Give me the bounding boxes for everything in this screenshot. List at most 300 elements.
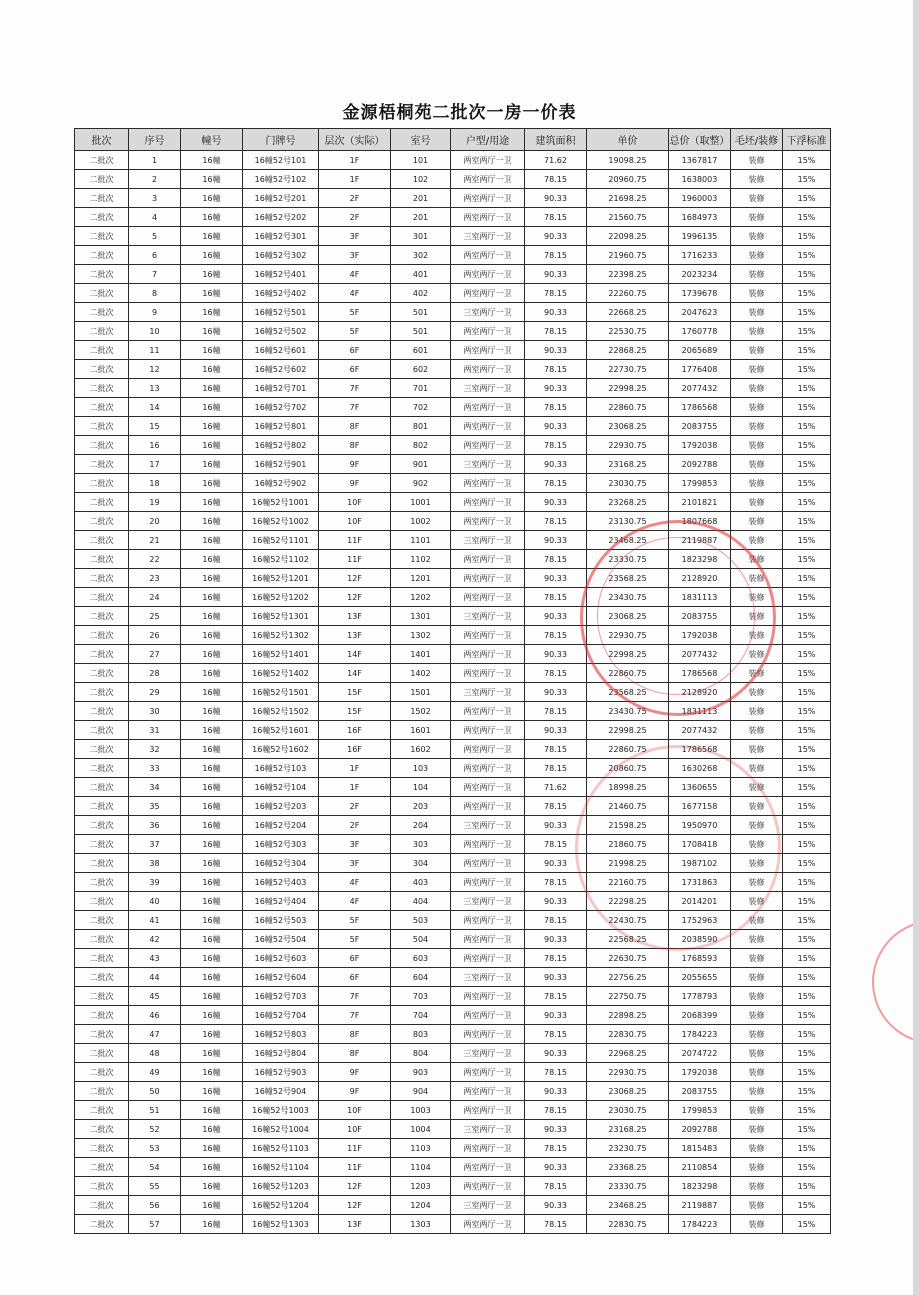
table-cell: 28	[129, 664, 181, 683]
table-cell: 78.15	[525, 1101, 587, 1120]
table-cell: 1823298	[669, 1177, 731, 1196]
table-cell: 1778793	[669, 987, 731, 1006]
table-cell: 装修	[731, 1082, 783, 1101]
table-cell: 2077432	[669, 645, 731, 664]
table-cell: 二批次	[75, 436, 129, 455]
table-cell: 78.15	[525, 664, 587, 683]
table-cell: 装修	[731, 512, 783, 531]
table-cell: 36	[129, 816, 181, 835]
table-cell: 16幢	[181, 493, 243, 512]
table-cell: 两室两厅一卫	[451, 474, 525, 493]
table-cell: 6F	[319, 360, 391, 379]
table-cell: 16幢	[181, 968, 243, 987]
table-cell: 16幢	[181, 1120, 243, 1139]
table-cell: 装修	[731, 246, 783, 265]
table-cell: 二批次	[75, 322, 129, 341]
table-cell: 90.33	[525, 265, 587, 284]
table-row	[75, 987, 831, 1006]
table-cell: 两室两厅一卫	[451, 151, 525, 170]
table-cell: 15F	[319, 683, 391, 702]
table-cell: 16幢	[181, 835, 243, 854]
table-cell: 2014201	[669, 892, 731, 911]
table-cell: 304	[391, 854, 451, 873]
table-cell: 1768593	[669, 949, 731, 968]
table-cell: 78.15	[525, 436, 587, 455]
table-cell: 16幢52号604	[243, 968, 319, 987]
table-row	[75, 303, 831, 322]
table-cell: 1F	[319, 778, 391, 797]
table-cell: 1602	[391, 740, 451, 759]
table-cell: 15%	[783, 911, 831, 930]
table-cell: 16幢52号204	[243, 816, 319, 835]
table-cell: 31	[129, 721, 181, 740]
table-cell: 装修	[731, 170, 783, 189]
table-cell: 22568.25	[587, 930, 669, 949]
table-cell: 22998.25	[587, 379, 669, 398]
table-cell: 604	[391, 968, 451, 987]
table-cell: 50	[129, 1082, 181, 1101]
table-cell: 23268.25	[587, 493, 669, 512]
table-cell: 16幢52号1201	[243, 569, 319, 588]
table-cell: 装修	[731, 664, 783, 683]
table-cell: 二批次	[75, 816, 129, 835]
table-cell: 12F	[319, 569, 391, 588]
table-cell: 16幢52号704	[243, 1006, 319, 1025]
table-cell: 二批次	[75, 1006, 129, 1025]
table-cell: 14F	[319, 645, 391, 664]
table-cell: 16幢	[181, 892, 243, 911]
table-cell: 16幢	[181, 436, 243, 455]
table-cell: 78.15	[525, 474, 587, 493]
table-cell: 1792038	[669, 626, 731, 645]
table-cell: 15%	[783, 740, 831, 759]
table-cell: 1401	[391, 645, 451, 664]
table-cell: 装修	[731, 151, 783, 170]
table-cell: 两室两厅一卫	[451, 645, 525, 664]
table-cell: 1684973	[669, 208, 731, 227]
table-cell: 78.15	[525, 1139, 587, 1158]
table-cell: 二批次	[75, 1139, 129, 1158]
table-cell: 16幢52号1601	[243, 721, 319, 740]
table-row	[75, 1063, 831, 1082]
table-cell: 16幢	[181, 930, 243, 949]
table-cell: 15%	[783, 1025, 831, 1044]
table-cell: 22530.75	[587, 322, 669, 341]
table-cell: 2092788	[669, 455, 731, 474]
table-cell: 二批次	[75, 721, 129, 740]
table-cell: 2F	[319, 208, 391, 227]
table-cell: 5F	[319, 930, 391, 949]
table-cell: 2119887	[669, 1196, 731, 1215]
table-cell: 22830.75	[587, 1025, 669, 1044]
table-cell: 装修	[731, 759, 783, 778]
table-cell: 二批次	[75, 1177, 129, 1196]
table-cell: 15%	[783, 436, 831, 455]
table-cell: 二批次	[75, 854, 129, 873]
table-cell: 16幢52号804	[243, 1044, 319, 1063]
table-cell: 16幢	[181, 360, 243, 379]
table-cell: 22998.25	[587, 645, 669, 664]
table-cell: 1201	[391, 569, 451, 588]
table-cell: 装修	[731, 588, 783, 607]
table-cell: 23068.25	[587, 417, 669, 436]
table-cell: 15%	[783, 588, 831, 607]
table-row	[75, 721, 831, 740]
table-cell: 16幢52号103	[243, 759, 319, 778]
table-cell: 1F	[319, 151, 391, 170]
table-cell: 15	[129, 417, 181, 436]
table-cell: 16幢	[181, 759, 243, 778]
table-cell: 2038590	[669, 930, 731, 949]
table-cell: 16幢	[181, 588, 243, 607]
table-cell: 603	[391, 949, 451, 968]
table-cell: 16幢	[181, 417, 243, 436]
column-header: 单价	[587, 129, 669, 151]
table-cell: 15%	[783, 1177, 831, 1196]
column-header: 幢号	[181, 129, 243, 151]
table-cell: 16幢52号303	[243, 835, 319, 854]
table-cell: 15%	[783, 949, 831, 968]
table-cell: 23568.25	[587, 683, 669, 702]
table-cell: 16幢52号102	[243, 170, 319, 189]
table-cell: 49	[129, 1063, 181, 1082]
table-cell: 1638003	[669, 170, 731, 189]
table-cell: 16幢	[181, 208, 243, 227]
table-cell: 403	[391, 873, 451, 892]
table-cell: 401	[391, 265, 451, 284]
table-cell: 两室两厅一卫	[451, 702, 525, 721]
table-cell: 90.33	[525, 892, 587, 911]
table-row	[75, 1177, 831, 1196]
document-title: 金源梧桐苑二批次一房一价表	[342, 103, 577, 123]
table-cell: 90.33	[525, 493, 587, 512]
table-cell: 两室两厅一卫	[451, 759, 525, 778]
table-cell: 16F	[319, 721, 391, 740]
table-cell: 9F	[319, 474, 391, 493]
table-cell: 23468.25	[587, 1196, 669, 1215]
table-cell: 803	[391, 1025, 451, 1044]
table-cell: 23068.25	[587, 607, 669, 626]
table-cell: 16幢	[181, 246, 243, 265]
table-cell: 90.33	[525, 1120, 587, 1139]
table-cell: 90.33	[525, 854, 587, 873]
table-cell: 1786568	[669, 664, 731, 683]
table-cell: 37	[129, 835, 181, 854]
table-cell: 16幢	[181, 1006, 243, 1025]
table-cell: 1302	[391, 626, 451, 645]
table-cell: 3F	[319, 854, 391, 873]
table-cell: 1815483	[669, 1139, 731, 1158]
table-cell: 18998.25	[587, 778, 669, 797]
table-cell: 90.33	[525, 607, 587, 626]
table-cell: 二批次	[75, 968, 129, 987]
table-cell: 1792038	[669, 1063, 731, 1082]
table-cell: 16幢52号901	[243, 455, 319, 474]
table-cell: 两室两厅一卫	[451, 284, 525, 303]
table-cell: 15%	[783, 1101, 831, 1120]
table-cell: 15%	[783, 284, 831, 303]
table-cell: 22260.75	[587, 284, 669, 303]
table-cell: 90.33	[525, 455, 587, 474]
table-cell: 2083755	[669, 417, 731, 436]
table-cell: 804	[391, 1044, 451, 1063]
table-cell: 15%	[783, 1158, 831, 1177]
table-cell: 15%	[783, 360, 831, 379]
table-cell: 30	[129, 702, 181, 721]
table-cell: 16幢	[181, 721, 243, 740]
table-cell: 装修	[731, 683, 783, 702]
table-cell: 15%	[783, 341, 831, 360]
table-cell: 4F	[319, 892, 391, 911]
table-cell: 三室两厅一卫	[451, 968, 525, 987]
table-cell: 22298.25	[587, 892, 669, 911]
table-cell: 装修	[731, 835, 783, 854]
table-cell: 二批次	[75, 664, 129, 683]
table-cell: 16幢52号802	[243, 436, 319, 455]
table-cell: 1	[129, 151, 181, 170]
table-cell: 两室两厅一卫	[451, 778, 525, 797]
table-cell: 23368.25	[587, 1158, 669, 1177]
table-row	[75, 436, 831, 455]
table-cell: 15%	[783, 702, 831, 721]
table-cell: 1831113	[669, 702, 731, 721]
table-cell: 9F	[319, 455, 391, 474]
table-cell: 22098.25	[587, 227, 669, 246]
table-row	[75, 322, 831, 341]
table-cell: 二批次	[75, 569, 129, 588]
table-cell: 二批次	[75, 208, 129, 227]
table-cell: 2F	[319, 189, 391, 208]
table-cell: 二批次	[75, 702, 129, 721]
table-cell: 装修	[731, 322, 783, 341]
table-cell: 15%	[783, 797, 831, 816]
table-cell: 二批次	[75, 1063, 129, 1082]
table-cell: 23168.25	[587, 455, 669, 474]
table-cell: 2128920	[669, 683, 731, 702]
table-cell: 二批次	[75, 550, 129, 569]
table-cell: 56	[129, 1196, 181, 1215]
table-cell: 8F	[319, 1044, 391, 1063]
table-cell: 15%	[783, 322, 831, 341]
table-cell: 2083755	[669, 607, 731, 626]
table-cell: 装修	[731, 1158, 783, 1177]
table-cell: 二批次	[75, 835, 129, 854]
table-cell: 装修	[731, 208, 783, 227]
table-cell: 90.33	[525, 531, 587, 550]
table-cell: 53	[129, 1139, 181, 1158]
table-cell: 二批次	[75, 170, 129, 189]
table-cell: 4F	[319, 265, 391, 284]
table-cell: 二批次	[75, 588, 129, 607]
table-row	[75, 1196, 831, 1215]
table-cell: 46	[129, 1006, 181, 1025]
table-cell: 22668.25	[587, 303, 669, 322]
table-cell: 16幢	[181, 1139, 243, 1158]
table-cell: 402	[391, 284, 451, 303]
table-row	[75, 379, 831, 398]
table-cell: 78.15	[525, 322, 587, 341]
table-cell: 两室两厅一卫	[451, 1082, 525, 1101]
table-cell: 16幢52号503	[243, 911, 319, 930]
table-cell: 16幢52号101	[243, 151, 319, 170]
table-cell: 27	[129, 645, 181, 664]
table-cell: 两室两厅一卫	[451, 360, 525, 379]
table-cell: 15%	[783, 683, 831, 702]
table-cell: 20960.75	[587, 170, 669, 189]
table-cell: 装修	[731, 227, 783, 246]
table-cell: 704	[391, 1006, 451, 1025]
table-row	[75, 170, 831, 189]
table-cell: 2023234	[669, 265, 731, 284]
table-cell: 二批次	[75, 1215, 129, 1234]
table-cell: 两室两厅一卫	[451, 170, 525, 189]
table-cell: 两室两厅一卫	[451, 930, 525, 949]
column-header: 层次（实际）	[319, 129, 391, 151]
table-cell: 二批次	[75, 949, 129, 968]
table-cell: 104	[391, 778, 451, 797]
table-cell: 15%	[783, 1006, 831, 1025]
table-cell: 23	[129, 569, 181, 588]
table-cell: 22998.25	[587, 721, 669, 740]
table-row	[75, 493, 831, 512]
table-cell: 2101821	[669, 493, 731, 512]
table-cell: 三室两厅一卫	[451, 892, 525, 911]
table-cell: 203	[391, 797, 451, 816]
table-cell: 4F	[319, 284, 391, 303]
table-cell: 7	[129, 265, 181, 284]
table-row	[75, 246, 831, 265]
table-cell: 装修	[731, 303, 783, 322]
table-cell: 15%	[783, 1063, 831, 1082]
table-cell: 78.15	[525, 759, 587, 778]
table-cell: 两室两厅一卫	[451, 417, 525, 436]
table-cell: 三室两厅一卫	[451, 1196, 525, 1215]
table-cell: 22968.25	[587, 1044, 669, 1063]
table-cell: 装修	[731, 1025, 783, 1044]
table-cell: 二批次	[75, 911, 129, 930]
table-cell: 10F	[319, 512, 391, 531]
table-row	[75, 1101, 831, 1120]
table-cell: 23430.75	[587, 588, 669, 607]
table-cell: 1799853	[669, 1101, 731, 1120]
table-cell: 二批次	[75, 227, 129, 246]
table-cell: 15%	[783, 417, 831, 436]
table-cell: 903	[391, 1063, 451, 1082]
table-cell: 2055655	[669, 968, 731, 987]
table-cell: 39	[129, 873, 181, 892]
table-cell: 20860.75	[587, 759, 669, 778]
table-cell: 2077432	[669, 379, 731, 398]
table-cell: 15%	[783, 1196, 831, 1215]
table-cell: 90.33	[525, 816, 587, 835]
table-cell: 24	[129, 588, 181, 607]
table-cell: 16幢52号301	[243, 227, 319, 246]
table-cell: 装修	[731, 930, 783, 949]
table-cell: 29	[129, 683, 181, 702]
table-cell: 16幢	[181, 322, 243, 341]
column-header: 序号	[129, 129, 181, 151]
table-cell: 13F	[319, 626, 391, 645]
table-cell: 55	[129, 1177, 181, 1196]
table-cell: 装修	[731, 455, 783, 474]
table-cell: 23230.75	[587, 1139, 669, 1158]
table-cell: 41	[129, 911, 181, 930]
table-cell: 16	[129, 436, 181, 455]
table-cell: 12F	[319, 1196, 391, 1215]
table-cell: 装修	[731, 1177, 783, 1196]
table-cell: 16幢	[181, 455, 243, 474]
table-cell: 78.15	[525, 246, 587, 265]
table-row	[75, 189, 831, 208]
table-cell: 1301	[391, 607, 451, 626]
table-cell: 45	[129, 987, 181, 1006]
table-cell: 两室两厅一卫	[451, 1025, 525, 1044]
table-cell: 16幢52号902	[243, 474, 319, 493]
table-cell: 78.15	[525, 1063, 587, 1082]
table-cell: 16幢	[181, 550, 243, 569]
table-cell: 装修	[731, 341, 783, 360]
table-cell: 15%	[783, 607, 831, 626]
column-header: 建筑面积	[525, 129, 587, 151]
table-cell: 16幢52号1101	[243, 531, 319, 550]
column-header: 室号	[391, 129, 451, 151]
table-cell: 22930.75	[587, 436, 669, 455]
table-cell: 1823298	[669, 550, 731, 569]
table-cell: 16幢	[181, 1215, 243, 1234]
table-cell: 7F	[319, 987, 391, 1006]
table-cell: 19098.25	[587, 151, 669, 170]
table-cell: 15F	[319, 702, 391, 721]
table-cell: 15%	[783, 778, 831, 797]
table-cell: 22430.75	[587, 911, 669, 930]
table-cell: 1799853	[669, 474, 731, 493]
table-cell: 16幢	[181, 740, 243, 759]
table-cell: 702	[391, 398, 451, 417]
table-cell: 14	[129, 398, 181, 417]
table-row	[75, 1158, 831, 1177]
table-cell: 两室两厅一卫	[451, 1139, 525, 1158]
table-cell: 二批次	[75, 1044, 129, 1063]
table-cell: 1950970	[669, 816, 731, 835]
table-cell: 两室两厅一卫	[451, 1101, 525, 1120]
table-cell: 16幢52号401	[243, 265, 319, 284]
table-cell: 二批次	[75, 341, 129, 360]
table-cell: 二批次	[75, 740, 129, 759]
table-cell: 16幢	[181, 1082, 243, 1101]
table-cell: 10	[129, 322, 181, 341]
table-cell: 78.15	[525, 284, 587, 303]
table-row	[75, 1006, 831, 1025]
table-cell: 15%	[783, 721, 831, 740]
table-cell: 78.15	[525, 208, 587, 227]
table-cell: 902	[391, 474, 451, 493]
table-cell: 16幢52号1204	[243, 1196, 319, 1215]
table-cell: 装修	[731, 493, 783, 512]
table-cell: 801	[391, 417, 451, 436]
table-cell: 15%	[783, 455, 831, 474]
table-cell: 501	[391, 303, 451, 322]
table-cell: 15%	[783, 550, 831, 569]
table-cell: 78.15	[525, 1215, 587, 1234]
table-cell: 16幢	[181, 854, 243, 873]
table-cell: 1102	[391, 550, 451, 569]
table-cell: 701	[391, 379, 451, 398]
table-cell: 78.15	[525, 911, 587, 930]
table-cell: 两室两厅一卫	[451, 873, 525, 892]
table-cell: 26	[129, 626, 181, 645]
table-row	[75, 284, 831, 303]
table-cell: 三室两厅一卫	[451, 683, 525, 702]
